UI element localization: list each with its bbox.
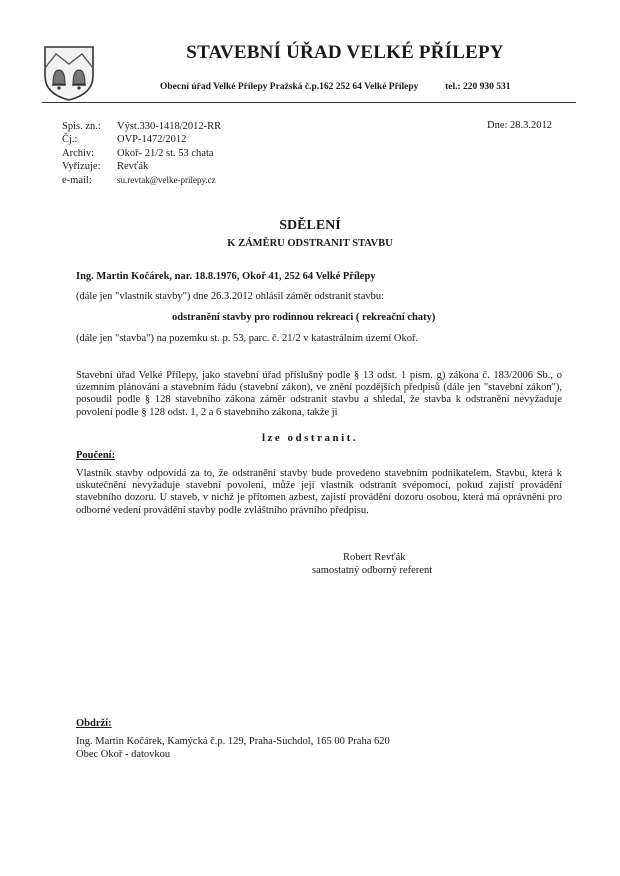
- reference-label: Vyřizuje:: [62, 161, 101, 173]
- reference-row: [62, 160, 221, 173]
- building-note: (dále jen "stavba") na pozemku st. p. 53, parc. č. 21/2 v katastrálním území Okoř.: [76, 333, 419, 344]
- office-title: STAVEBNÍ ÚŘAD VELKÉ PŘÍLEPY: [186, 42, 504, 63]
- reference-row: [62, 174, 221, 187]
- decision-paragraph: Stavební úřad Velké Přílepy, jako stavební úřad příslušný podle § 13 odst. 1 písm. g) zákona č. 183/2006 Sb., o územním plánování a stavebním řádu (stavební zákon), ve znění pozdějších předpisů (dále jen "stavební zákon"), posoudil podle § 128 stavebního zákona záměr odstranit stavbu a shledal, že stavba k odstranění nevyžaduje povolení podle § 128 odst. 1, 2 a 6 stavebního zákona, takže ji: [76, 370, 562, 418]
- signature-name: Robert Revťák: [343, 552, 406, 563]
- reference-label: Spis. zn.:: [62, 121, 101, 132]
- reference-row: [62, 120, 221, 133]
- signature-role: samostatný odborný referent: [312, 565, 433, 576]
- reference-label: e-mail:: [62, 174, 92, 186]
- instruction-paragraph: Vlastník stavby odpovídá za to, že odstranění stavby bude provedeno stavebním podnikatelem. Stavbu, která k uskutečnění nevyžaduje stavební povolení, může její vlastník odstranit svépomocí, pokud zajistí provádění stavebního dozoru. U staveb, v nichž je přítomen azbest, zajistí provádění dozoru osobou, která má oprávnění pro odborné vedení provádění stavby podle zvláštního právního předpisu.: [76, 468, 562, 516]
- recipients-heading: Obdrží:: [76, 718, 112, 729]
- office-phone: tel.: 220 930 531: [445, 82, 511, 92]
- building-line: odstranění stavby pro rodinnou rekreaci ( rekreační chaty): [172, 312, 436, 323]
- owner-note: (dále jen "vlastník stavby") dne 26.3.2012 ohlásil záměr odstranit stavbu:: [76, 291, 385, 302]
- reference-email-link[interactable]: su.revtak@velke-prilepy.cz: [117, 174, 216, 185]
- recipient-item: Obec Okoř - datovkou: [76, 749, 171, 760]
- reference-value: Okoř- 21/2 st. 53 chata: [117, 147, 214, 159]
- municipal-coat-of-arms-icon: [42, 44, 96, 102]
- office-address: [160, 82, 580, 92]
- reference-block: [62, 120, 221, 187]
- document-date: Dne: 28.3.2012: [487, 120, 553, 131]
- reference-label: Čj.:: [62, 134, 78, 146]
- reference-value: Výst.330-1418/2012-RR: [117, 121, 222, 132]
- reference-value: Revťák: [117, 161, 149, 173]
- header-divider: [42, 102, 576, 103]
- document-subtitle: K ZÁMĚRU ODSTRANIT STAVBU: [227, 238, 393, 249]
- reference-row: [62, 133, 221, 146]
- reference-label: Archiv:: [62, 147, 95, 159]
- owner-line: Ing. Martin Kočárek, nar. 18.8.1976, Okoř 41, 252 64 Velké Přílepy: [76, 271, 376, 282]
- document-title: SDĚLENÍ: [279, 218, 341, 233]
- instruction-heading: Poučení:: [76, 450, 116, 461]
- recipient-item: Ing. Martin Kočárek, Kamýcká č.p. 129, Praha-Suchdol, 165 00 Praha 620: [76, 736, 390, 747]
- reference-row: [62, 147, 221, 160]
- reference-value: OVP-1472/2012: [117, 134, 187, 146]
- address-line: Obecní úřad Velké Přílepy Pražská č.p.162 252 64 Velké Přílepy: [160, 82, 419, 92]
- verdict-line: lze odstranit.: [261, 432, 359, 444]
